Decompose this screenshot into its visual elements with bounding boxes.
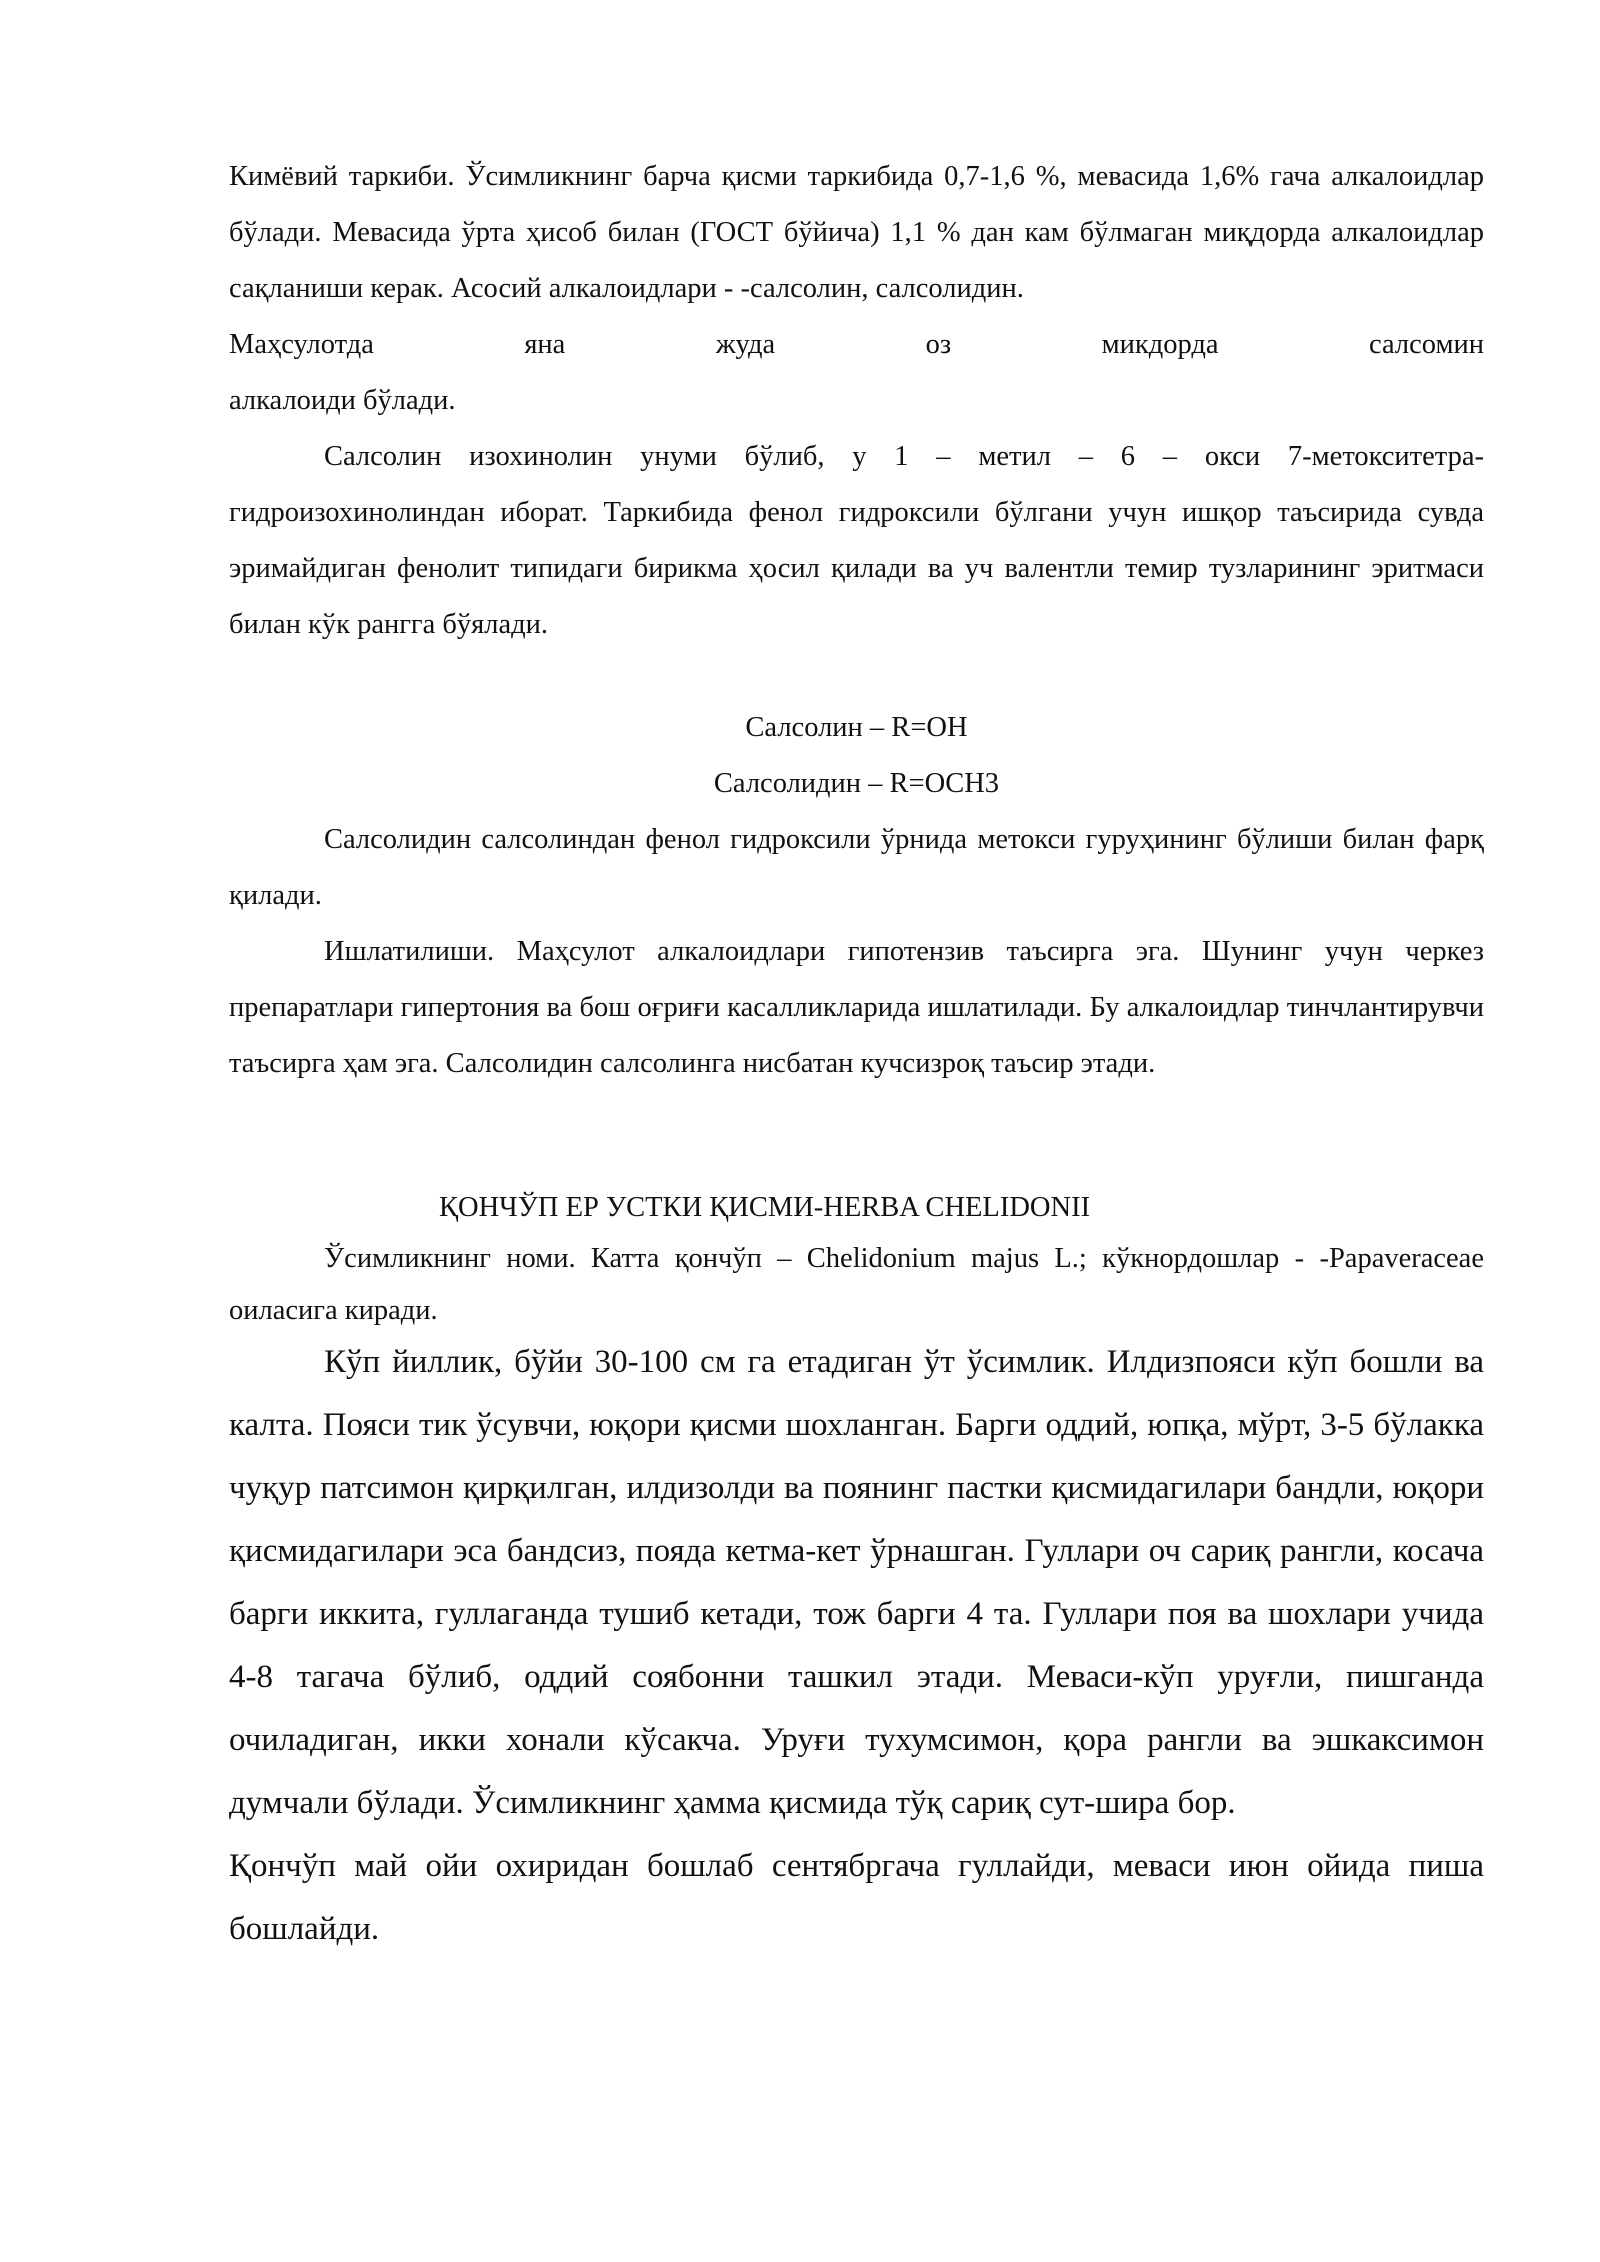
paragraph-flowering: Қончўп май ойи охиридан бошлаб сентябргача гуллайди, меваси июн ойида пиша бошлайди.: [229, 1848, 1484, 1947]
section-chemical-composition: [229, 149, 1484, 653]
paragraph-chemical-composition: Кимёвий таркиби. Ўсимликнинг барча қисми таркибида 0,7-1,6 %, мевасида 1,6% гача алкалоидлар бўлади. Мевасида ўрта ҳисоб билан (ГОСТ бўйича) 1,1 % дан кам бўлмаган миқдорда алкалоидлар сақланиши керак. Асосий алкалоидлари - -салсолин, салсолидин.: [229, 161, 1484, 304]
paragraph-plant-description: Кўп йиллик, бўйи 30-100 см га етадиган ўт ўсимлик. Илдизпояси кўп бошли ва калта. Пояси тик ўсувчи, юқори қисми шохланган. Барги оддий, юпқа, мўрт, 3-5 бўлакка чуқур патсимон қирқилган, илдизолди ва поянинг пастки қисмидагилари бандли, юқори қисмидагилари эса бандсиз, пояда кетма-кет ўрнашган. Гуллари оч сариқ рангли, косача барги иккита, гуллаганда тушиб кетади, тож барги 4 та. Гуллари поя ва шохлари учида 4-8 тагача бўлиб, оддий соябонни ташкил этади. Меваси-кўп уруғли, пишганда очиладиган, икки хонали кўсакча. Уруғи тухумсимон, қора рангли ва эшкаксимон думчали бўлади. Ўсимликнинг ҳамма қисмида тўқ сариқ сут-шира бор.: [229, 1344, 1484, 1821]
paragraph-salsoline-structure: Салсолин изохинолин унуми бўлиб, у 1 – метил – 6 – окси 7-метокситетра-гидроизохинолиндан иборат. Таркибида фенол гидроксили бўлгани учун ишқор таъсирида сувда эримайдиган фенолит типидаги бирикма ҳосил қилади ва уч валентли темир тузларининг эритмаси билан кўк рангга бўялади.: [229, 441, 1484, 640]
paragraph-usage: Ишлатилиши. Маҳсулот алкалоидлари гипотензив таъсирга эга. Шунинг учун черкез препаратлари гипертония ва бош оғриғи касалликларида ишлатилади. Бу алкалоидлар тинчлантирувчи таъсирга ҳам эга. Салсолидин салсолинга нисбатан кучсизроқ таъсир этади.: [229, 936, 1484, 1079]
paragraph-chemical-composition-end: алкалоиди бўлади.: [229, 385, 456, 416]
section-plant-description: [229, 1331, 1484, 1961]
paragraph-plant-name: Ўсимликнинг номи. Катта қончўп – Chelidonium majus L.; кўкнордошлар - -Papaveraceae оиласига киради.: [229, 1243, 1484, 1326]
section-usage: [229, 812, 1484, 1092]
section-chelidonium: [229, 1183, 1484, 1337]
formula-salsolidine: Салсолидин – R=OCH3: [713, 768, 1000, 799]
formula-block: [229, 700, 1484, 812]
paragraph-salsolidine-difference: Салсолидин салсолиндан фенол гидроксили ўрнида метокси гуруҳининг бўлиши билан фарқ қилади.: [229, 824, 1484, 911]
formula-salsoline: Салсолин – R=OH: [745, 712, 968, 743]
section-heading: ҚОНЧЎП ЕР УСТКИ ҚИСМИ-HERBA CHELIDONII: [439, 1192, 1091, 1223]
paragraph-chemical-composition-continued: Маҳсулотда яна жуда оз микдорда салсомин: [229, 329, 1484, 360]
